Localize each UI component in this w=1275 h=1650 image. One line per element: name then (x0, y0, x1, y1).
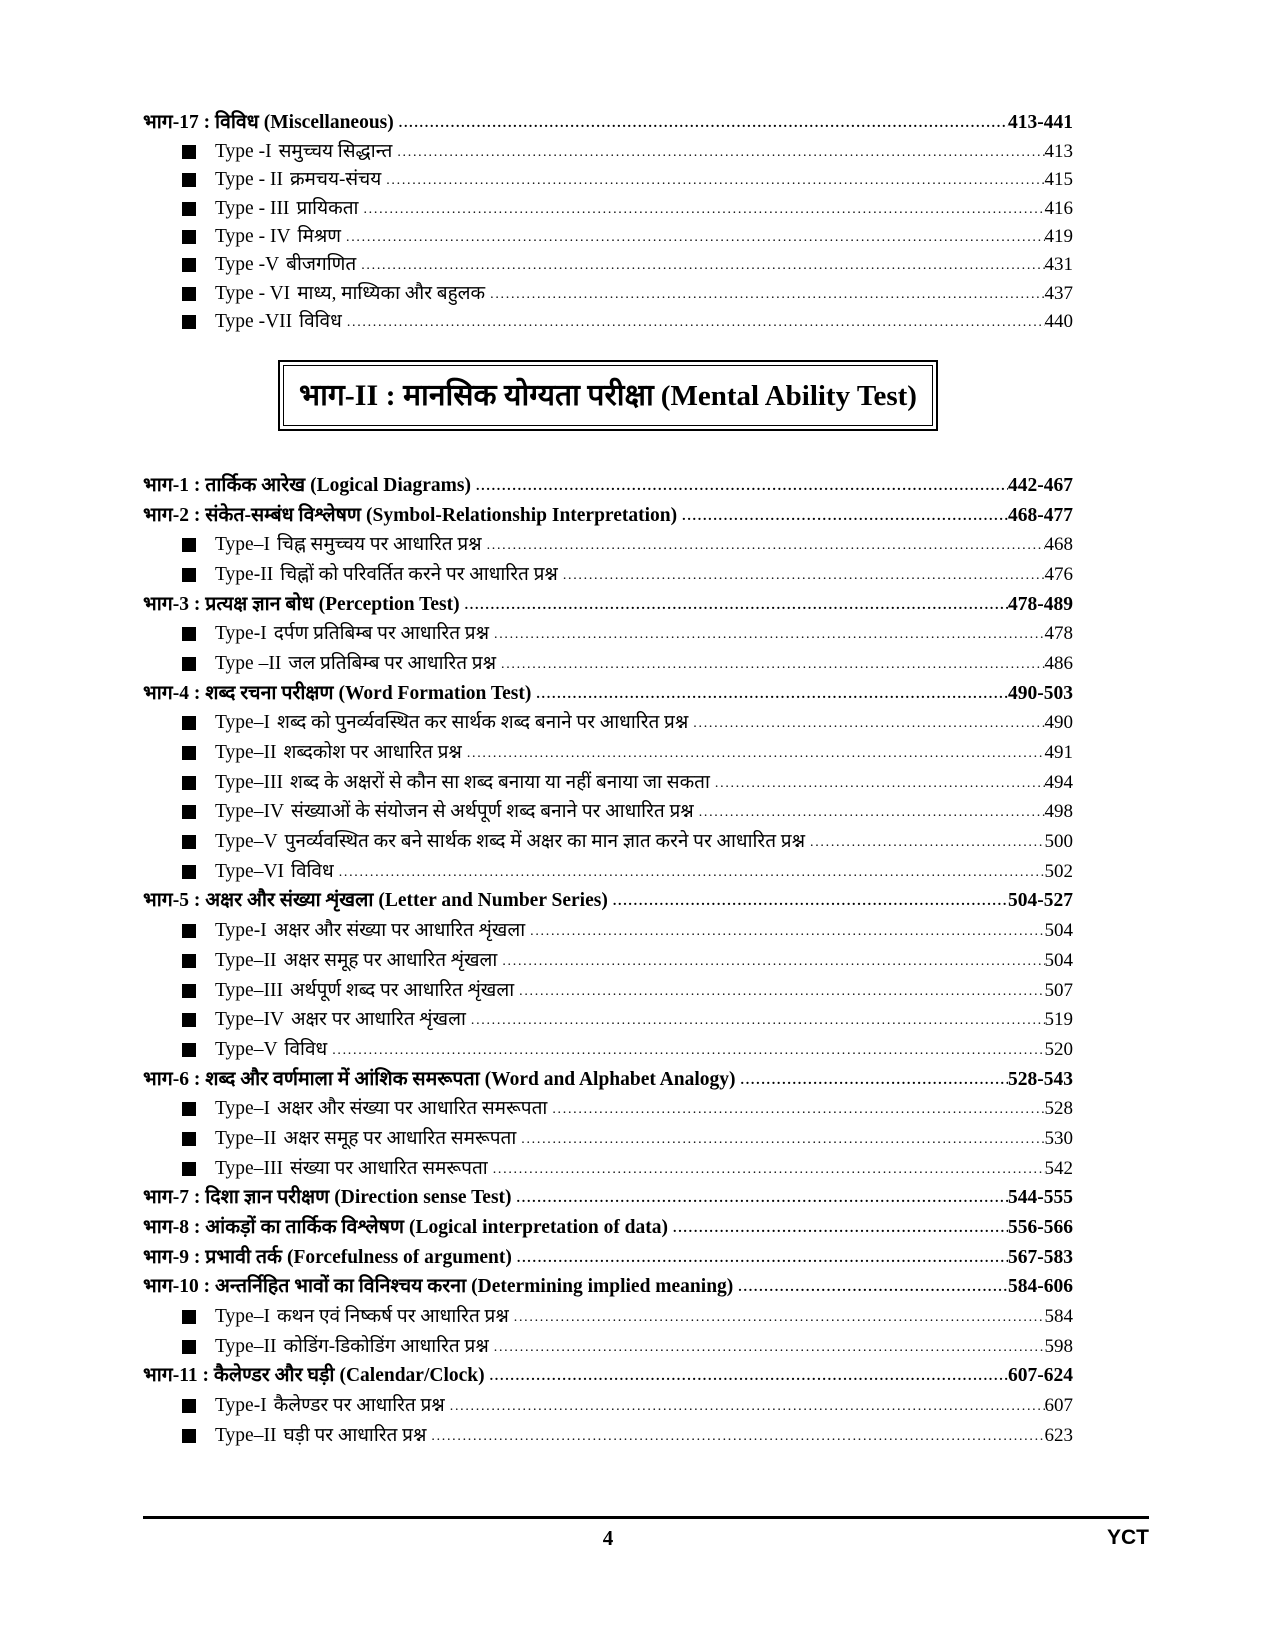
dot-leader (426, 1429, 1044, 1447)
dot-leader (688, 716, 1044, 734)
section-title-english: (Word Formation Test) (338, 682, 532, 704)
part-divider-box (278, 360, 938, 431)
item-type-label: Type–II (215, 742, 277, 763)
item-title (215, 1124, 516, 1150)
item-text: क्रमचय-संचय (289, 169, 382, 191)
section-page-range: 413-441 (1008, 112, 1073, 134)
item-page-number: 542 (1044, 1157, 1073, 1179)
toc-item-row (143, 527, 1073, 557)
dot-leader (342, 315, 1045, 333)
item-text: घड़ी पर आधारित प्रश्न (283, 1424, 427, 1446)
item-type-label: Type -VII (215, 311, 293, 333)
section-page-range: 504-527 (1008, 890, 1073, 912)
dot-leader (485, 287, 1044, 305)
item-type-label: Type - III (215, 197, 290, 219)
item-text: कोडिंग-डिकोडिंग आधारित प्रश्न (283, 1335, 489, 1357)
section-title (143, 678, 531, 705)
item-page-number: 502 (1044, 860, 1073, 882)
item-text: मिश्रण (297, 225, 342, 247)
item-page-number: 494 (1044, 771, 1073, 793)
item-page-number: 413 (1044, 140, 1073, 162)
toc-content (143, 106, 1073, 1447)
footer-page-number: 4 (602, 1526, 614, 1550)
square-bullet-icon (182, 538, 196, 552)
section-title-english: (Determining implied meaning) (471, 1276, 734, 1298)
item-page-number: 607 (1044, 1395, 1073, 1417)
dot-leader (516, 1132, 1044, 1150)
dot-leader (462, 746, 1045, 764)
toc-item-row (143, 794, 1073, 824)
section-title-hindi: भाग-1 : तार्किक आरेख (143, 474, 306, 496)
item-title (215, 1035, 327, 1061)
dot-leader (710, 776, 1045, 794)
toc-item-row (143, 1417, 1073, 1447)
item-text: शब्द के अक्षरों से कौन सा शब्द बनाया या नहीं बनाया जा सकता (289, 771, 710, 793)
dot-leader (445, 1399, 1045, 1417)
square-bullet-icon (182, 657, 196, 671)
section-title-english: (Symbol-Relationship Interpretation) (366, 504, 678, 526)
dot-leader (488, 1162, 1045, 1180)
part-divider-title-hindi: भाग-II : मानसिक योग्यता परीक्षा (299, 379, 654, 413)
square-bullet-icon (182, 1102, 196, 1116)
item-type-label: Type–V (215, 1038, 278, 1060)
square-bullet-icon (182, 145, 196, 159)
item-text: अक्षर समूह पर आधारित समरूपता (283, 1127, 517, 1149)
item-page-number: 528 (1044, 1098, 1073, 1120)
item-type-label: Type-II (215, 563, 274, 585)
square-bullet-icon (182, 835, 196, 849)
item-title (215, 708, 688, 734)
toc-section-row (143, 106, 1073, 134)
section-title-hindi: भाग-2 : संकेत-सम्बंध विश्लेषण (143, 504, 362, 526)
item-page-number: 504 (1044, 920, 1073, 942)
toc-item-row (143, 1031, 1073, 1061)
square-bullet-icon (182, 1310, 196, 1324)
item-text: चिह्न समुच्चय पर आधारित प्रश्न (276, 534, 482, 556)
item-title (215, 1302, 509, 1328)
item-page-number: 486 (1044, 652, 1073, 674)
square-bullet-icon (182, 1043, 196, 1057)
dot-leader (327, 1043, 1044, 1061)
item-type-label: Type–II (215, 949, 277, 971)
section-title-english: (Letter and Number Series) (378, 890, 608, 912)
square-bullet-icon (182, 1132, 196, 1146)
dot-leader (547, 1102, 1044, 1120)
item-title (215, 250, 356, 276)
dot-leader (485, 1369, 1008, 1387)
item-page-number: 520 (1044, 1038, 1073, 1060)
section-title-hindi: भाग-3 : प्रत्यक्ष ज्ञान बोध (143, 593, 314, 615)
section-title-hindi: भाग-6 : शब्द और वर्णमाला में आंशिक समरूपता (143, 1068, 480, 1090)
toc-top-list (143, 106, 1073, 333)
square-bullet-icon (182, 202, 196, 216)
dot-leader (509, 1310, 1045, 1328)
dot-leader (512, 1251, 1008, 1269)
item-title (215, 946, 497, 972)
item-page-number: 468 (1044, 534, 1073, 556)
item-page-number: 530 (1044, 1127, 1073, 1149)
toc-item-row (143, 1091, 1073, 1121)
section-page-range: 528-543 (1008, 1068, 1073, 1090)
item-title (215, 857, 334, 883)
section-page-range: 442-467 (1008, 474, 1073, 496)
item-title (215, 222, 341, 248)
section-title-english: (Miscellaneous) (263, 112, 394, 134)
item-page-number: 440 (1044, 311, 1073, 333)
item-text: माध्य, माध्यिका और बहुलक (297, 282, 486, 304)
part-divider-inner (283, 365, 933, 426)
item-text: संख्या पर आधारित समरूपता (289, 1157, 488, 1179)
item-title (215, 768, 710, 794)
item-title (215, 307, 342, 333)
toc-main-list (143, 467, 1073, 1447)
toc-item-row (143, 1298, 1073, 1328)
item-text: जल प्रतिबिम्ब पर आधारित प्रश्न (288, 652, 497, 674)
toc-section-row (143, 1061, 1073, 1091)
dot-leader (356, 258, 1044, 276)
section-title-hindi: भाग-17 : विविध (143, 112, 259, 134)
square-bullet-icon (182, 954, 196, 968)
item-page-number: 623 (1044, 1424, 1073, 1446)
toc-item-row (143, 734, 1073, 764)
dot-leader (466, 1013, 1045, 1031)
toc-section-row (143, 1239, 1073, 1269)
square-bullet-icon (182, 1340, 196, 1354)
item-type-label: Type–III (215, 771, 283, 793)
section-title (143, 589, 460, 616)
item-title (215, 797, 694, 823)
section-title (143, 1212, 668, 1239)
item-text: अक्षर पर आधारित शृंखला (291, 1009, 466, 1031)
square-bullet-icon (182, 230, 196, 244)
dot-leader (497, 954, 1044, 972)
item-title (215, 976, 514, 1002)
item-type-label: Type–IV (215, 1009, 285, 1031)
section-title-english: (Word and Alphabet Analogy) (484, 1068, 736, 1090)
footer-brand: YCT (1107, 1526, 1149, 1549)
item-page-number: 437 (1044, 282, 1073, 304)
section-title-english: (Forcefulness of argument) (286, 1246, 512, 1268)
section-page-range: 584-606 (1008, 1276, 1073, 1298)
item-page-number: 419 (1044, 225, 1073, 247)
item-type-label: Type–I (215, 1306, 270, 1328)
dot-leader (392, 145, 1044, 163)
square-bullet-icon (182, 1429, 196, 1443)
dot-leader (736, 1073, 1008, 1091)
dot-leader (531, 687, 1008, 705)
toc-item-row (143, 134, 1073, 162)
item-title (215, 738, 462, 764)
dot-leader (677, 509, 1008, 527)
section-title-english: (Direction sense Test) (334, 1187, 512, 1209)
toc-item-row (143, 1120, 1073, 1150)
dot-leader (694, 805, 1045, 823)
toc-item-row (143, 276, 1073, 304)
section-title (143, 1182, 512, 1209)
dot-leader (334, 865, 1045, 883)
item-text: पुनर्व्यवस्थित कर बने सार्थक शब्द में अक्षर का मान ज्ञात करने पर आधारित प्रश्न (284, 831, 806, 853)
item-text: विविध (284, 1038, 328, 1060)
item-type-label: Type–I (215, 712, 270, 734)
item-page-number: 431 (1044, 254, 1073, 276)
item-page-number: 507 (1044, 979, 1073, 1001)
item-text: अक्षर और संख्या पर आधारित समरूपता (276, 1098, 548, 1120)
section-title-english: (Perception Test) (318, 593, 460, 615)
dot-leader (525, 924, 1044, 942)
dot-leader (341, 230, 1044, 248)
item-type-label: Type -V (215, 254, 280, 276)
item-type-label: Type–III (215, 1157, 283, 1179)
toc-section-row (143, 1358, 1073, 1388)
item-page-number: 476 (1044, 563, 1073, 585)
square-bullet-icon (182, 258, 196, 272)
item-title (215, 165, 381, 191)
item-title (215, 137, 392, 163)
item-title (215, 1005, 466, 1031)
section-title-english: (Logical Diagrams) (310, 474, 471, 496)
square-bullet-icon (182, 173, 196, 187)
square-bullet-icon (182, 1013, 196, 1027)
section-title (143, 885, 608, 912)
item-text: चिह्नों को परिवर्तित करने पर आधारित प्रश्न (280, 563, 558, 585)
item-text: अक्षर और संख्या पर आधारित शृंखला (273, 920, 526, 942)
item-type-label: Type - IV (215, 225, 291, 247)
toc-item-row (143, 163, 1073, 191)
dot-leader (394, 116, 1008, 134)
section-page-range: 478-489 (1008, 593, 1073, 615)
section-title (143, 1360, 485, 1387)
toc-item-row (143, 853, 1073, 883)
item-title (215, 1094, 547, 1120)
item-title (215, 827, 805, 853)
section-title-english: (Calendar/Clock) (339, 1365, 485, 1387)
item-type-label: Type–II (215, 1335, 277, 1357)
section-title (143, 500, 677, 527)
toc-item-row (143, 1002, 1073, 1032)
section-page-range: 607-624 (1008, 1365, 1073, 1387)
dot-leader (489, 1340, 1045, 1358)
section-title (143, 107, 394, 134)
square-bullet-icon (182, 287, 196, 301)
item-title (215, 1421, 426, 1447)
square-bullet-icon (182, 924, 196, 938)
square-bullet-icon (182, 865, 196, 879)
item-title (215, 530, 482, 556)
item-page-number: 498 (1044, 801, 1073, 823)
section-title-hindi: भाग-10 : अन्तर्निहित भावों का विनिश्चय करना (143, 1276, 467, 1298)
item-page-number: 584 (1044, 1306, 1073, 1328)
item-page-number: 415 (1044, 169, 1073, 191)
toc-item-row (143, 616, 1073, 646)
item-text: कैलेण्डर पर आधारित प्रश्न (273, 1395, 445, 1417)
item-text: बीजगणित (286, 254, 357, 276)
section-title-hindi: भाग-9 : प्रभावी तर्क (143, 1246, 282, 1268)
square-bullet-icon (182, 984, 196, 998)
item-type-label: Type-I (215, 1395, 267, 1417)
toc-item-row (143, 556, 1073, 586)
dot-leader (471, 479, 1008, 497)
toc-item-row (143, 764, 1073, 794)
section-page-range: 556-566 (1008, 1217, 1073, 1238)
item-type-label: Type–IV (215, 801, 285, 823)
footer-row (143, 1519, 1149, 1562)
dot-leader (489, 627, 1044, 645)
item-page-number: 491 (1044, 742, 1073, 763)
toc-item-row (143, 248, 1073, 276)
item-type-label: Type–II (215, 1127, 277, 1149)
item-title (215, 1332, 489, 1358)
item-title (215, 916, 525, 942)
toc-section-row (143, 675, 1073, 705)
toc-item-row (143, 912, 1073, 942)
item-text: शब्द को पुनर्व्यवस्थित कर सार्थक शब्द बनाने पर आधारित प्रश्न (276, 712, 689, 734)
section-title-hindi: भाग-7 : दिशा ज्ञान परीक्षण (143, 1187, 330, 1209)
section-title (143, 1064, 736, 1091)
item-text: कथन एवं निष्कर्ष पर आधारित प्रश्न (276, 1306, 509, 1328)
section-title (143, 1242, 512, 1269)
item-type-label: Type–I (215, 534, 270, 556)
toc-section-row (143, 1209, 1073, 1239)
square-bullet-icon (182, 627, 196, 641)
item-page-number: 416 (1044, 197, 1073, 219)
item-page-number: 504 (1044, 949, 1073, 971)
dot-leader (460, 598, 1008, 616)
square-bullet-icon (182, 716, 196, 730)
square-bullet-icon (182, 1162, 196, 1176)
part-divider-title-english: (Mental Ability Test) (660, 380, 917, 413)
toc-section-row (143, 1269, 1073, 1299)
item-type-label: Type - VI (215, 282, 291, 304)
item-type-label: Type–II (215, 1424, 277, 1446)
dot-leader (381, 173, 1044, 191)
item-title (215, 649, 496, 675)
item-text: विविध (291, 860, 334, 882)
toc-section-row (143, 883, 1073, 913)
item-page-number: 500 (1044, 831, 1073, 853)
page-footer (143, 1516, 1149, 1562)
toc-section-row (143, 1180, 1073, 1210)
item-text: संख्याओं के संयोजन से अर्थपूर्ण शब्द बनाने पर आधारित प्रश्न (291, 801, 694, 823)
toc-item-row (143, 1387, 1073, 1417)
item-title (215, 1391, 445, 1417)
toc-item-row (143, 645, 1073, 675)
item-type-label: Type-I (215, 920, 267, 942)
dot-leader (358, 202, 1044, 220)
item-title (215, 560, 558, 586)
toc-item-row (143, 191, 1073, 219)
section-title-hindi: भाग-4 : शब्द रचना परीक्षण (143, 682, 334, 704)
toc-section-row (143, 586, 1073, 616)
item-type-label: Type -I (215, 140, 272, 162)
item-type-label: Type–I (215, 1098, 270, 1120)
dot-leader (514, 984, 1044, 1002)
dot-leader (608, 894, 1008, 912)
dot-leader (482, 538, 1045, 556)
item-page-number: 519 (1044, 1009, 1073, 1031)
toc-item-row (143, 972, 1073, 1002)
item-page-number: 478 (1044, 623, 1073, 645)
item-type-label: Type –II (215, 652, 282, 674)
item-page-number: 490 (1044, 712, 1073, 734)
dot-leader (512, 1191, 1008, 1209)
section-title (143, 470, 471, 497)
item-title (215, 279, 485, 305)
toc-item-row (143, 1328, 1073, 1358)
item-type-label: Type-I (215, 623, 267, 645)
dot-leader (668, 1221, 1008, 1239)
section-title-hindi: भाग-8 : आंकड़ों का तार्किक विश्लेषण (143, 1217, 404, 1238)
square-bullet-icon (182, 1399, 196, 1413)
section-title (143, 1271, 733, 1298)
square-bullet-icon (182, 568, 196, 582)
toc-item-row (143, 823, 1073, 853)
section-title-hindi: भाग-11 : कैलेण्डर और घड़ी (143, 1365, 335, 1387)
toc-item-row (143, 305, 1073, 333)
item-text: प्रायिकता (296, 197, 359, 219)
item-type-label: Type - II (215, 169, 283, 191)
square-bullet-icon (182, 805, 196, 819)
item-type-label: Type–III (215, 979, 283, 1001)
dot-leader (496, 657, 1044, 675)
item-text: समुच्चय सिद्धान्त (278, 140, 393, 162)
toc-section-row (143, 497, 1073, 527)
section-page-range: 544-555 (1008, 1187, 1073, 1209)
square-bullet-icon (182, 315, 196, 329)
item-text: विविध (299, 311, 342, 333)
section-title-hindi: भाग-5 : अक्षर और संख्या शृंखला (143, 890, 374, 912)
item-text: अक्षर समूह पर आधारित शृंखला (283, 949, 498, 971)
toc-item-row (143, 705, 1073, 735)
item-type-label: Type–V (215, 831, 278, 853)
section-title-english: (Logical interpretation of data) (408, 1217, 669, 1238)
toc-item-row (143, 220, 1073, 248)
item-page-number: 598 (1044, 1335, 1073, 1357)
item-type-label: Type–VI (215, 860, 285, 882)
item-text: शब्दकोश पर आधारित प्रश्न (283, 742, 462, 763)
toc-item-row (143, 942, 1073, 972)
item-text: दर्पण प्रतिबिम्ब पर आधारित प्रश्न (273, 623, 490, 645)
square-bullet-icon (182, 776, 196, 790)
item-title (215, 194, 358, 220)
section-page-range: 468-477 (1008, 504, 1073, 526)
section-page-range: 490-503 (1008, 682, 1073, 704)
item-title (215, 619, 489, 645)
dot-leader (558, 568, 1045, 586)
dot-leader (733, 1280, 1008, 1298)
section-page-range: 567-583 (1008, 1246, 1073, 1268)
square-bullet-icon (182, 746, 196, 760)
dot-leader (805, 835, 1044, 853)
item-title (215, 1154, 488, 1180)
toc-section-row (143, 467, 1073, 497)
toc-item-row (143, 1150, 1073, 1180)
item-text: अर्थपूर्ण शब्द पर आधारित शृंखला (289, 979, 515, 1001)
